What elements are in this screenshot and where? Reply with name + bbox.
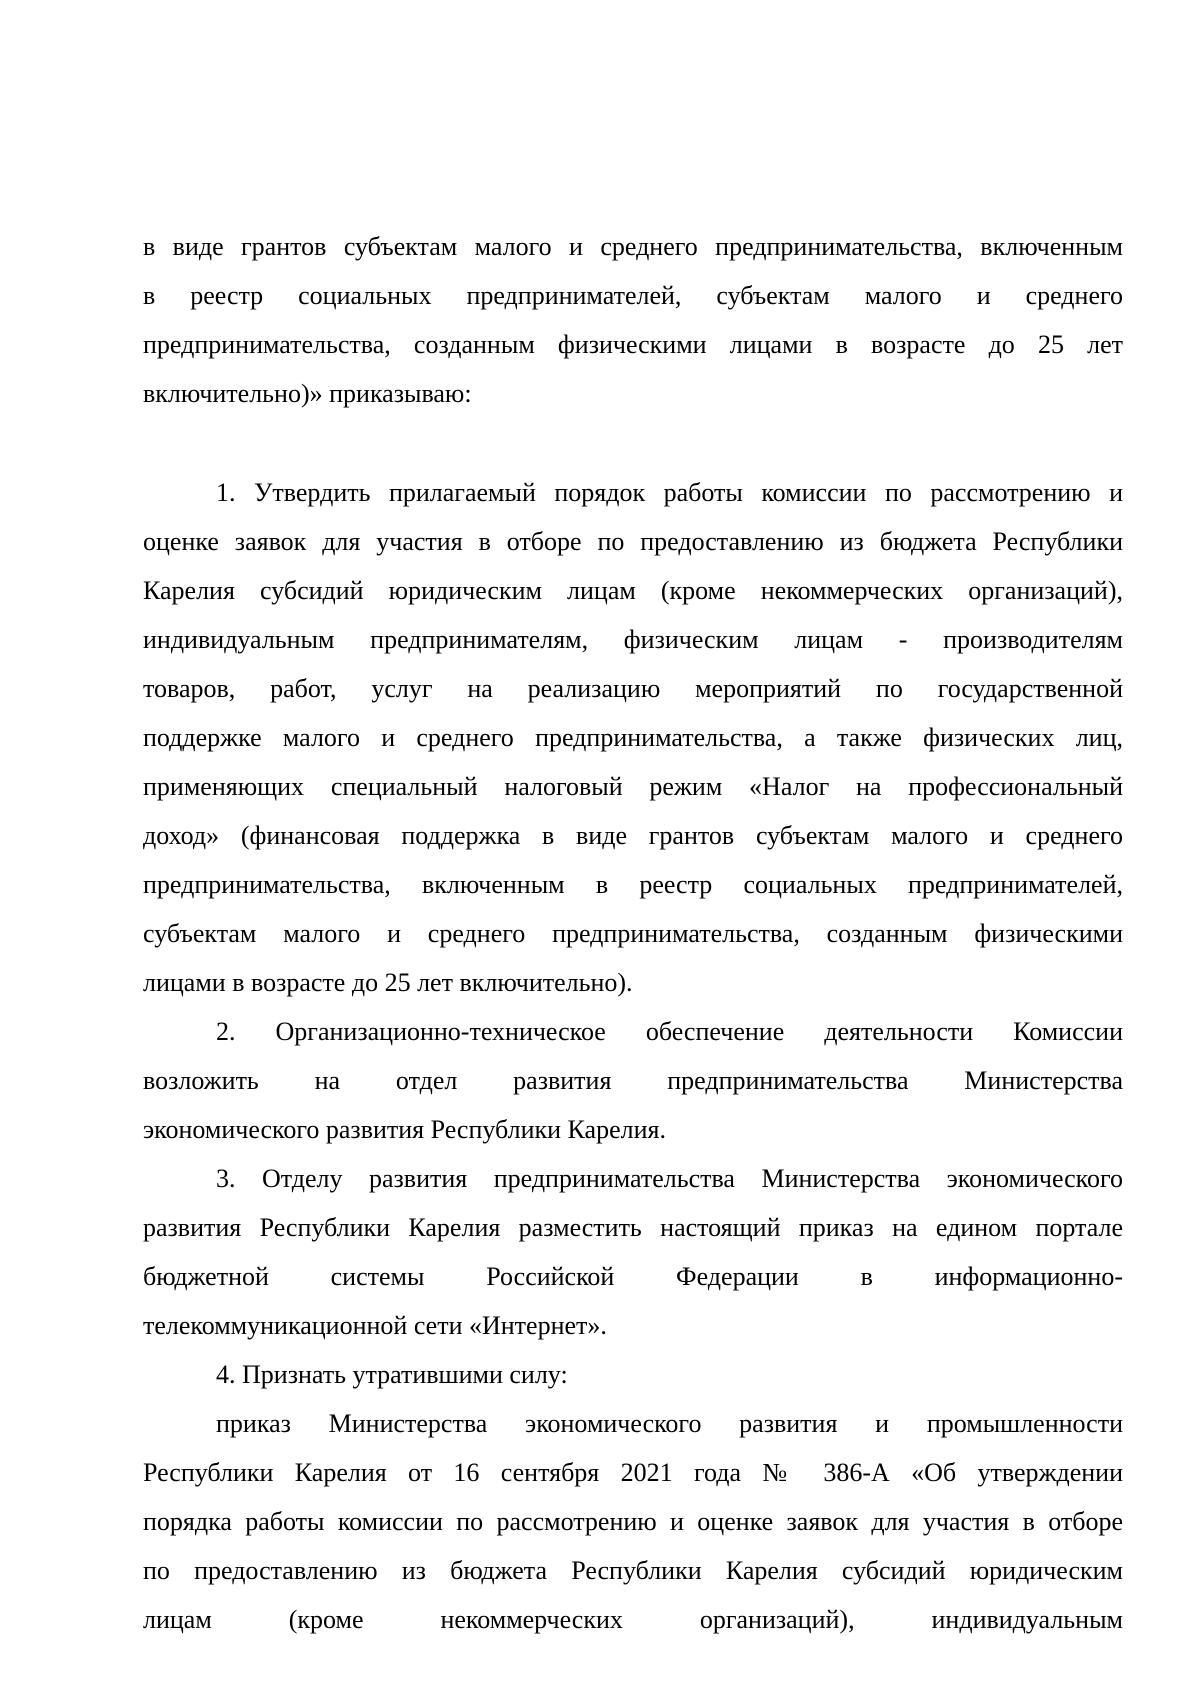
item3-line-1: 3. Отделу развития предпринимательства Министерства экономического xyxy=(216,1164,1123,1193)
item3-line-3: бюджетной системы Российской Федерации в информационно- xyxy=(143,1262,1123,1291)
item4-sub-line-1: приказ Министерства экономического развития и промышленности xyxy=(216,1409,1123,1438)
item1-line-7: применяющих специальный налоговый режим «Налог на профессиональный xyxy=(143,772,1123,801)
item3-line-4: телекоммуникационной сети «Интернет». xyxy=(143,1311,607,1340)
item2-line-2: возложить на отдел развития предпринимательства Министерства xyxy=(143,1066,1123,1095)
item1-line-8: доход» (финансовая поддержка в виде грантов субъектам малого и среднего xyxy=(143,821,1123,850)
item2-line-3: экономического развития Республики Карелия. xyxy=(143,1115,666,1144)
item1-line-11: лицами в возрасте до 25 лет включительно). xyxy=(143,968,633,997)
item1-line-10: субъектам малого и среднего предпринимательства, созданным физическими xyxy=(143,919,1123,948)
item2-line-1: 2. Организационно-техническое обеспечение деятельности Комиссии xyxy=(216,1017,1123,1046)
item4-line-1: 4. Признать утратившими силу: xyxy=(216,1360,568,1389)
item4-sub-line-5: лицам (кроме некоммерческих организаций), индивидуальным xyxy=(143,1605,1123,1634)
item1-line-5: товаров, работ, услуг на реализацию мероприятий по государственной xyxy=(143,674,1123,703)
item4-sub-line-3: порядка работы комиссии по рассмотрению и оценке заявок для участия в отборе xyxy=(143,1507,1123,1536)
intro-line-3: предпринимательства, созданным физическими лицами в возрасте до 25 лет xyxy=(143,330,1123,359)
item1-line-1: 1. Утвердить прилагаемый порядок работы комиссии по рассмотрению и xyxy=(216,478,1123,507)
item1-line-3: Карелия субсидий юридическим лицам (кроме некоммерческих организаций), xyxy=(143,576,1123,605)
item3-line-2: развития Республики Карелия разместить настоящий приказ на едином портале xyxy=(143,1213,1123,1242)
item4-sub-line-4: по предоставлению из бюджета Республики Карелия субсидий юридическим xyxy=(143,1556,1123,1585)
paragraph-gap xyxy=(143,418,1123,468)
item1-line-9: предпринимательства, включенным в реестр социальных предпринимателей, xyxy=(143,870,1123,899)
intro-line-1: в виде грантов субъектам малого и среднего предпринимательства, включенным xyxy=(143,232,1123,261)
intro-line-4: включительно)» приказываю: xyxy=(143,379,472,408)
intro-line-2: в реестр социальных предпринимателей, субъектам малого и среднего xyxy=(143,281,1123,310)
item1-line-2: оценке заявок для участия в отборе по предоставлению из бюджета Республики xyxy=(143,527,1123,556)
item4-sub-line-2: Республики Карелия от 16 сентября 2021 года № 386-А «Об утверждении xyxy=(143,1458,1123,1487)
item1-line-6: поддержке малого и среднего предпринимательства, а также физических лиц, xyxy=(143,723,1123,752)
document-body xyxy=(143,222,1123,1644)
item1-line-4: индивидуальным предпринимателям, физическим лицам - производителям xyxy=(143,625,1123,654)
